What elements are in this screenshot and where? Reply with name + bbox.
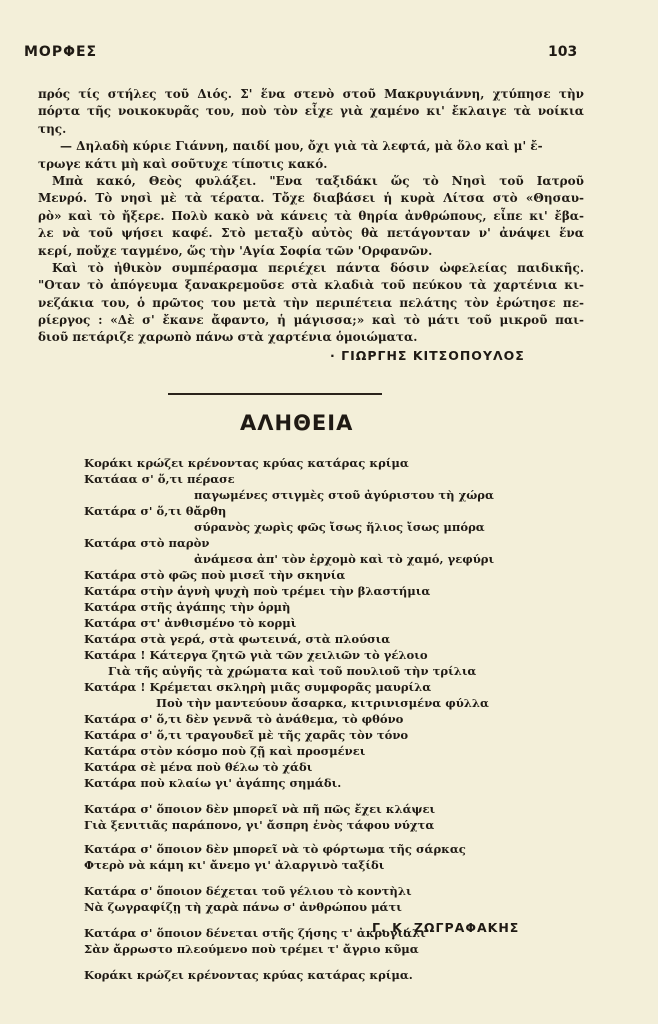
prose-line: Καὶ τὸ ἠθικὸν συμπέρασμα περιέχει πάντα δόσιν ὠφελείας παιδικῆς.: [52, 260, 584, 275]
poem-line: Κατάρα στὰ γερά, στὰ φωτεινά, στὰ πλούσια: [84, 632, 391, 646]
poem-line: Κατάρα στὸ παρὸν: [84, 536, 210, 550]
poem-line: Κατάρα σ' ὅ,τι δὲν γεννᾶ τὸ ἀνάθεμα, τὸ φθόνο: [84, 712, 404, 726]
poem-line: Γιὰ τῆς αὐγῆς τὰ χρώματα καὶ τοῦ πουλιοῦ τὴν τρίλια: [108, 664, 477, 678]
poem-line: Κατάρα ! Κρέμεται σκληρὴ μιᾶς συμφορᾶς μαυρίλα: [84, 680, 432, 694]
prose-line: πόρτα τῆς νοικοκυρᾶς του, ποὺ τὸν εἶχε γιὰ χαμένο κι' ἔκλαιγε τὰ νοίκια: [38, 104, 584, 119]
prose-line: Μενρό. Τὸ νησὶ μὲ τὰ τέρατα. Τὄχε διαβάσει ἡ κυρὰ Λίτσα στὸ «Θησαυ-: [38, 191, 584, 206]
poem-line: Κατάρα σ' ὅ,τι θἄρθη: [84, 504, 227, 518]
poem-line: Κατάρα στὴν ἁγνὴ ψυχὴ ποὺ τρέμει τὴν βλαστήμια: [84, 584, 431, 598]
prose-line: της.: [38, 121, 67, 136]
poem-line: Γιὰ ξενιτιᾶς παράπονο, γι' ἄσπρη ἑνὸς τάφου νύχτα: [84, 818, 435, 832]
prose-line: "Οταν τὸ ἀπόγευμα ξανακρεμοῦσε στὰ κλαδιὰ τοῦ πεύκου τὰ χαρτένια κι-: [38, 278, 584, 293]
poem-line: Κατάρα ! Κάτεργα ζητῶ γιὰ τῶν χειλιῶν τὸ γέλοιο: [84, 648, 428, 662]
poem-line: Σὰν ἄρρωστο πλεούμενο ποὺ τρέμει τ' ἄγριο κῦμα: [84, 942, 419, 956]
poem-author-signature: Γ. Κ. ΖΩΓΡΑΦΑΚΗΣ: [372, 920, 520, 935]
poem-line: Κατάαα σ' ὅ,τι πέρασε: [84, 472, 235, 486]
poem-line: Κατάρα ποὺ κλαίω γι' ἀγάπης σημάδι.: [84, 776, 342, 790]
prose-line: νεζάκια του, ὁ πρῶτος του μετὰ τὴν περιπέτεια πελάτης τὸν ἐρώτησε πε-: [38, 295, 584, 310]
magazine-title: ΜΟΡΦΕΣ: [24, 44, 98, 60]
prose-line: κερί, ποὔχε ταγμένο, ὥς τὴν 'Αγία Σοφία τῶν 'Ορφανῶν.: [38, 243, 433, 258]
poem-line: ἀνάμεσα ἀπ' τὸν ἐρχομὸ καὶ τὸ χαμό, γεφύρι: [194, 552, 495, 566]
prose-line: διοῦ πετάριζε χαρωπὸ πάνω στὰ χαρτένια ὁμοιώματα.: [38, 330, 418, 345]
prose-line: Μπὰ κακό, Θεὸς φυλάξει. "Ενα ταξιδάκι ὥς τὸ Νησὶ τοῦ Ιατροῦ: [52, 173, 584, 188]
poem-line: Ποὺ τὴν μαντεύουν ἄσαρκα, κιτρινισμένα φύλλα: [156, 696, 489, 710]
poem-line: Κατάρα σ' ὅποιον δένεται στῆς ζήσης τ' ἀκρογιάλι: [84, 926, 426, 940]
poem-line: Κατάρα στὸν κόσμο ποὺ ζῇ καὶ προσμένει: [84, 744, 366, 758]
prose-line: πρός τίς στήλες τοῦ Διός. Σ' ἕνα στενὸ στοῦ Μακρυγιάννη, χτύπησε τὴν: [38, 87, 584, 101]
prose-line: ρὸ» καὶ τὸ ἤξερε. Πολὺ κακὸ νὰ κάνεις τὰ θηρία ἀνθρώπους, εἶπε κι' ἔβα-: [38, 208, 584, 223]
poem-line: Κοράκι κρώζει κρένοντας κρύας κατάρας κρίμα.: [84, 968, 413, 982]
prose-author-signature: · ΓΙΩΡΓΗΣ ΚΙΤΣΟΠΟΥΛΟΣ: [330, 348, 525, 363]
prose-text: [38, 86, 584, 347]
poem-line: Κατάρα σὲ μένα ποὺ θέλω τὸ χάδι: [84, 760, 313, 774]
poem-line: Κατάρα σ' ὅποιον δὲν μπορεῖ νὰ τὸ φόρτωμα τῆς σάρκας: [84, 842, 466, 856]
poem-line: Νὰ ζωγραφίζῃ τὴ χαρὰ πάνω σ' ἀνθρώπου μάτι: [84, 900, 402, 914]
prose-line: λε νὰ τοῦ ψήσει καφέ. Στὸ μεταξὺ αὐτὸς θὰ πετάγονταν ν' ἀνάψει ἕνα: [38, 226, 584, 241]
prose-line: τρωγε κάτι μὴ καὶ σοῦτυχε τίποτις κακό.: [38, 156, 328, 171]
page-number: 103: [548, 44, 578, 60]
poem-line: Κατάρα σ' ὅ,τι τραγουδεῖ μὲ τῆς χαρᾶς τὸν τόνο: [84, 728, 409, 742]
poem-line: Κοράκι κρώζει κρένοντας κρύας κατάρας κρίμα: [84, 456, 409, 470]
poem-title: ΑΛΗΘΕΙΑ: [240, 411, 354, 435]
poem-line: Κατάρα σ' ὅποιον δέχεται τοῦ γέλιου τὸ κοντὴλι: [84, 884, 412, 898]
poem-line: σύρανὸς χωρὶς φῶς ἴσως ἥλιος ἴσως μπόρα: [194, 520, 485, 534]
poem-line: Κατάρα σ' ὅποιον δὲν μπορεῖ νὰ πῆ πῶς ἔχει κλάψει: [84, 802, 436, 816]
poem-line: Κατάρα στὸ φῶς ποὺ μισεῖ τὴν σκηνία: [84, 568, 346, 582]
prose-line: ρίεργος : «Δὲ σ' ἔκανε ἄφαντο, ἡ μάγισσα;» καὶ τὸ μάτι τοῦ μικροῦ παι-: [38, 313, 584, 328]
poem-line: Φτερὸ νὰ κάμη κι' ἄνεμο γι' ἀλαργινὸ ταξίδι: [84, 858, 385, 872]
prose-line: — Δηλαδὴ κύριε Γιάννη, παιδί μου, ὄχι γιὰ τὰ λεφτά, μὰ ὅλο καὶ μ' ἔ-: [60, 139, 543, 154]
section-divider: [168, 393, 382, 395]
poem-line: παγωμένες στιγμὲς στοῦ ἀγύριστου τὴ χώρα: [194, 488, 494, 502]
poem-line: Κατάρα στ' ἀνθισμένο τὸ κορμὶ: [84, 616, 297, 630]
poem-line: Κατάρα στῆς ἀγάπης τὴν ὁρμὴ: [84, 600, 291, 614]
